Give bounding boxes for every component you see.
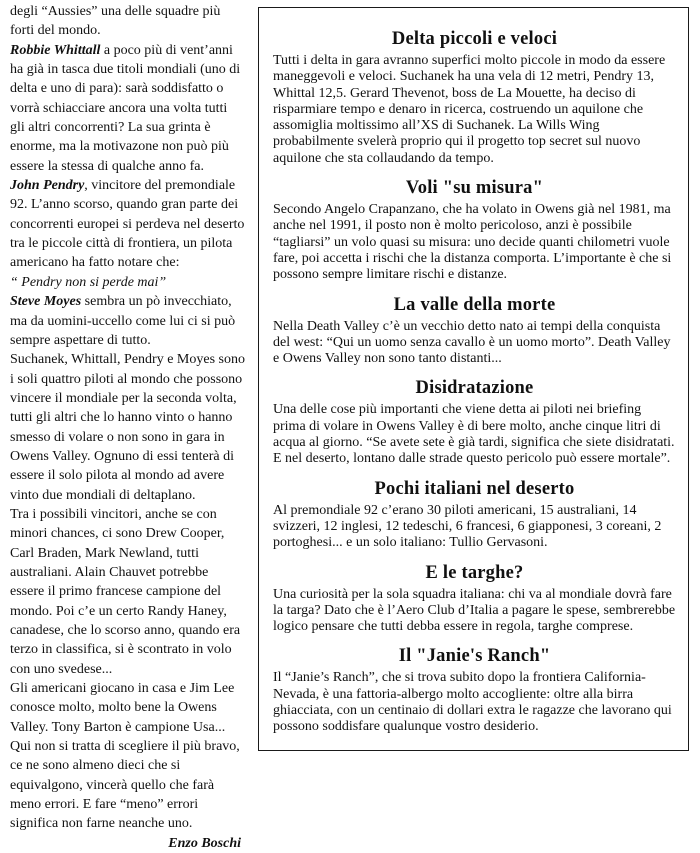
name-moyes: Steve Moyes <box>10 294 82 310</box>
section-disidratazione <box>273 377 676 467</box>
section-body: Nella Death Valley c’è un vecchio detto nato ai tempi della conquista del west: “Qui un uomo senza cavallo è un uomo morto”. Death Valley e Owens Valley non sono tanto distanti... <box>273 318 671 367</box>
text-whittall: a poco più di vent’anni ha già in tasca due titoli mondiali (uno di delta e uno di para): sarà soddisfatto o vorrà schiacciare ancora una volta tutti gli altri concorrenti? La sua grinta è enorme, ma la motivazone non può più essere la stessa di qualche anno fa. <box>10 42 241 174</box>
text-pendry: , vincitore del premondiale 92. L’anno scorso, quando gran parte dei concorrenti europei si perdeva nel deserto tra le piccole città di frontiera, un pilota americano ha fatto notare che: <box>10 178 245 271</box>
name-whittall: Robbie Whittall <box>10 42 101 58</box>
section-title: Voli "su misura" <box>405 178 544 199</box>
text-moyes: sembra un pò invecchiato, ma da uomini-uccello come lui ci si può sempre aspettare di tutto. <box>10 294 236 348</box>
paragraph-pendry <box>10 176 245 273</box>
paragraph-whittall <box>10 41 245 176</box>
section-title: La valle della morte <box>393 294 556 315</box>
name-pendry: John Pendry <box>10 178 85 194</box>
left-column <box>10 2 245 853</box>
section-voli-su-misura <box>273 177 676 283</box>
section-body: Una curiosità per la sola squadra italiana: chi va al mondiale dovrà fare la targa? Dato che è l’Aero Club d’Italia a pagare le spese, sembrerebbe logico pensare che tutti debba essere in regola, targhe comprese. <box>273 586 676 635</box>
section-body: Al premondiale 92 c’erano 30 piloti americani, 15 australiani, 14 svizzeri, 12 inglesi, 12 tedeschi, 6 francesi, 6 giapponesi, 3 coreani, 2 portoghesi... e un solo italiano: Tullio Gervasoni. <box>273 502 662 551</box>
section-title: Il "Janie's Ranch" <box>398 646 551 667</box>
section-title: E le targhe? <box>425 562 524 583</box>
section-body: Il “Janie’s Ranch”, che si trova subito dopo la frontiera California-Nevada, è una fattoria-albergo molto accogliente: oltre alla birra ghiacciata, con un centinaio di dollari extra le ragazze che lavorano qui possono soddisfare qualunque vostro desiderio. <box>273 670 672 735</box>
quote-pendry: “ Pendry non si perde mai” <box>10 274 167 290</box>
section-body: Una delle cose più importanti che viene detta ai piloti nei briefing prima di volare in Owens Valley è di bere molto, anche cinque litri di acqua al giorno. “Se avete sete è già tardi, significa che siete disidratati. E nel deserto, lontano dalle strade questo pericolo può essere mortale”. <box>273 402 675 467</box>
paragraph-moyes <box>10 292 245 350</box>
section-delta-piccoli <box>273 28 676 167</box>
section-targhe <box>273 562 676 636</box>
section-valle-della-morte <box>273 294 676 368</box>
sidebar-box <box>258 7 689 751</box>
paragraph-four-pilots: Suchanek, Whittall, Pendry e Moyes sono i soli quattro piloti al mondo che possono vincere il mondiale per la seconda volta, tutti gli altri che lo hanno vinto o hanno smesso di volare o non sono in gara in Owens Valley. Ognuno di essi tenterà di essere il solo pilota al mondo ad avere vinto due mondiali di deltaplano. <box>10 352 245 503</box>
section-title: Delta piccoli e veloci <box>391 29 558 49</box>
paragraph-conclusion: Qui non si tratta di scegliere il più bravo, ce ne sono almeno dieci che si equivalgono, vincerà quello che farà meno errori. E fare “meno” errori significa non farne neanche uno. <box>10 739 240 832</box>
paragraph-americans: Gli americani giocano in casa e Jim Lee conosce molto, molto bene la Owens Valley. Tony Barton è campione Usa... <box>10 681 235 735</box>
author-signature: Enzo Boschi <box>168 835 241 851</box>
section-body: Tutti i delta in gara avranno superfici molto piccole in modo da essere maneggevoli e veloci. Suchanek ha una vela di 12 metri, Pendry 13, Whittal 12,5. Gerard Thevenot, boss de La Mouette, ha deciso di risparmiare tempo e denaro in ricerca, costruendo un aquilone che assomiglia moltissimo all’XS di Suchanek. La Wills Wing probabilmente svelerà proprio qui il progetto top secret sul nuovo aquilone che sta collaudando da tempo. <box>273 53 666 166</box>
paragraph-aussies: degli “Aussies” una delle squadre più forti del mondo. <box>10 4 221 39</box>
section-title: Disidratazione <box>415 378 534 399</box>
paragraph-contenders: Tra i possibili vincitori, anche se con minori chances, ci sono Drew Cooper, Carl Braden, Mark Newland, tutti australiani. Alain Chauvet potrebbe essere il primo francese campione del mondo. Poi c’e un certo Randy Haney, canadese, che lo scorso anno, quando era terzo in classifica, si è scontrato in volo con uno svedese... <box>10 506 241 677</box>
section-title: Pochi italiani nel deserto <box>374 478 575 499</box>
section-janies-ranch <box>273 645 676 735</box>
section-body: Secondo Angelo Crapanzano, che ha volato in Owens già nel 1981, ma anche nel 1991, il posto non è molto pericoloso, anzi è possibile “tagliarsi” un volo quasi su misura: uno decide quanti chilometri vuole fare, poi accetta i rischi che la distanza comporta. L’importante è che si possono sempre limitare rischi e distanze. <box>273 202 672 283</box>
section-pochi-italiani <box>273 478 676 552</box>
